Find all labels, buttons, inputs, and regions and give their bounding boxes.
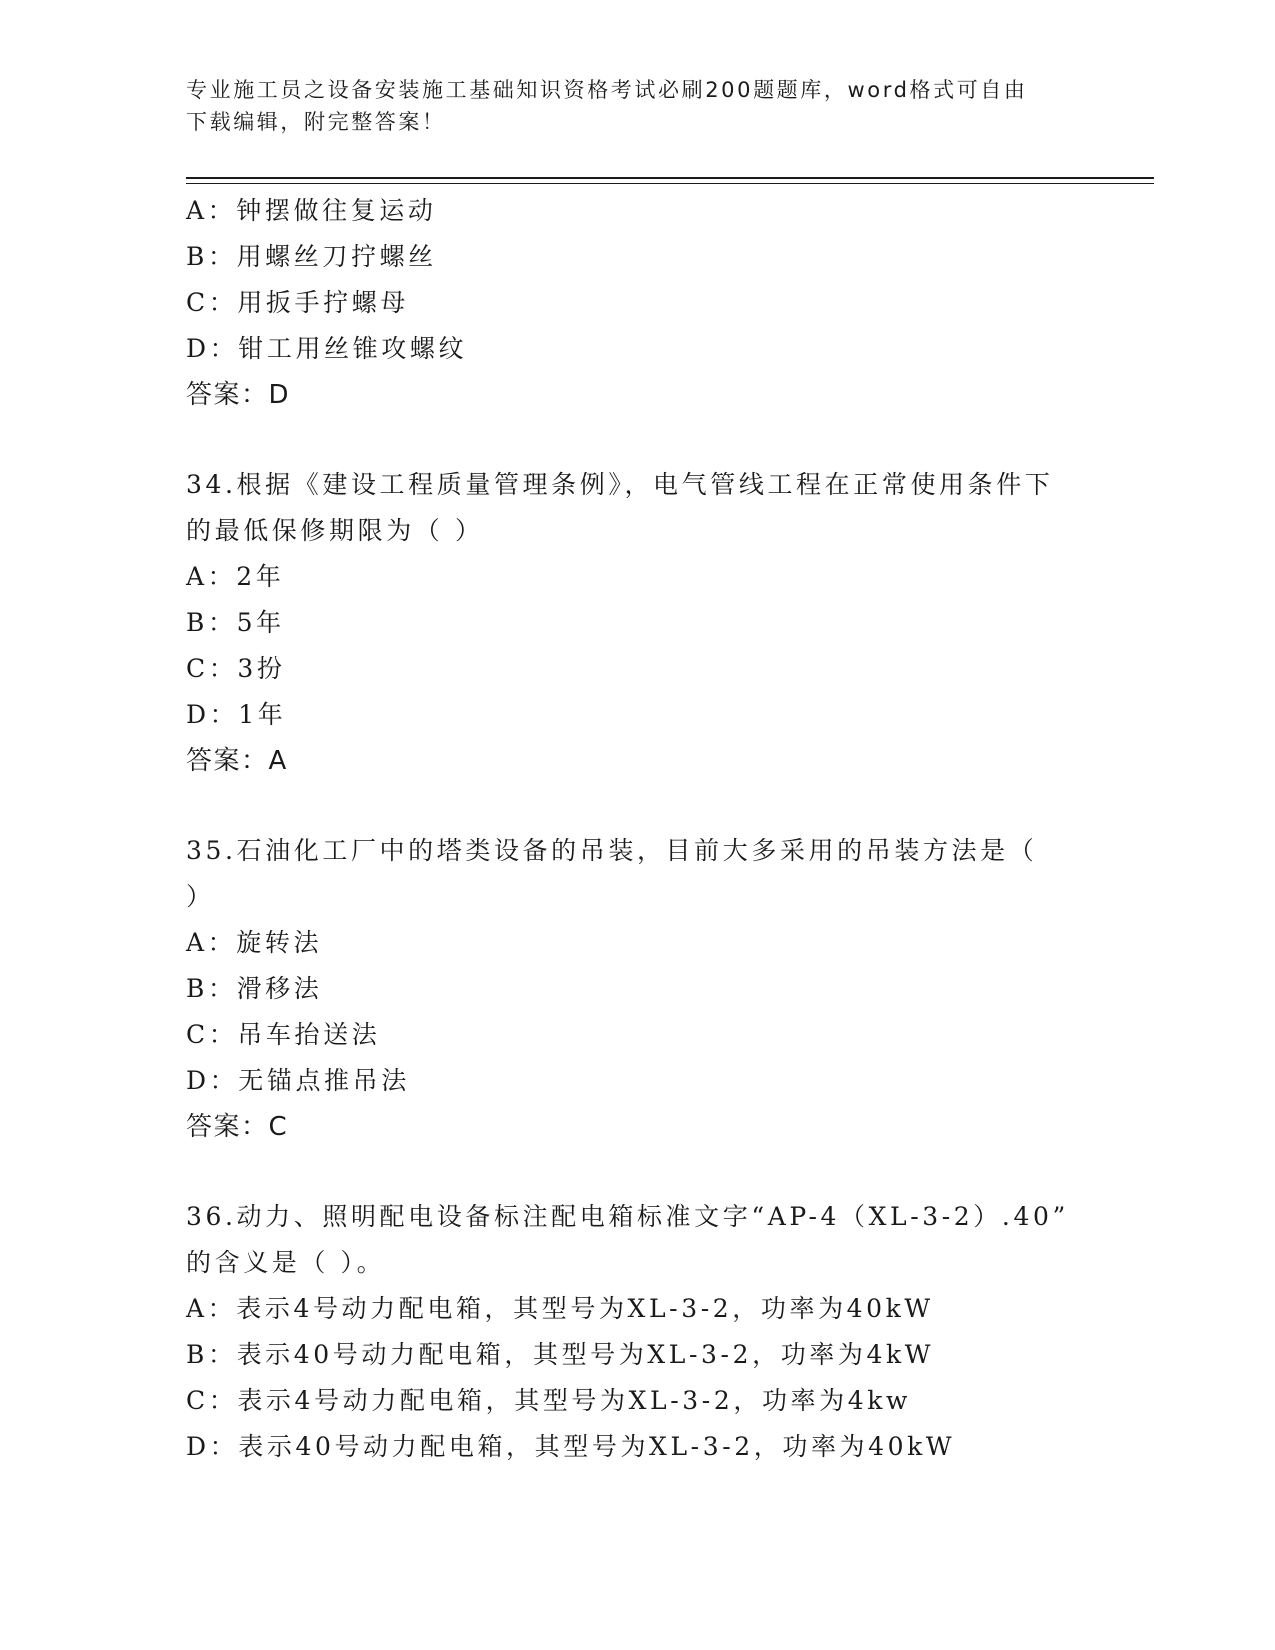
q36-option-a: A：表示4号动力配电箱，其型号为XL-3-2，功率为40kW [186,1294,934,1323]
q36-stem-line-2: 的含义是（ ）。 [186,1248,386,1277]
q35-stem-line-1: 35.石油化工厂中的塔类设备的吊装，目前大多采用的吊装方法是（ [186,836,1038,865]
q34-stem-line-1: 34.根据《建设工程质量管理条例》，电气管线工程在正常使用条件下 [186,470,1054,499]
question-spacer [186,1150,1126,1194]
q34-option-b: B：5年 [186,608,285,637]
question-35-block [186,828,1126,1150]
question-list [186,188,1126,1470]
question-34-block [186,462,1126,784]
q36-option-d: D：表示40号动力配电箱，其型号为XL-3-2，功率为40kW [186,1432,956,1461]
q33-option-a: A：钟摆做往复运动 [186,196,437,225]
header-title-line-2: 下载编辑，附完整答案！ [186,110,446,134]
q33-option-b: B：用螺丝刀拧螺丝 [186,242,437,271]
q33-option-d: D：钳工用丝锥攻螺纹 [186,334,468,363]
q35-option-d: D：无锚点推吊法 [186,1066,410,1095]
q35-stem-line-2: ） [186,882,215,911]
q36-stem-line-1: 36.动力、照明配电设备标注配电箱标准文字“AP-4（XL-3-2）.40” [186,1202,1069,1231]
document-header [186,74,1076,138]
q34-option-c: C：3扮 [186,654,286,683]
q34-answer: 答案：A [186,746,288,776]
q34-option-a: A：2年 [186,562,285,591]
q35-option-b: B：滑移法 [186,974,323,1003]
q34-option-d: D：1年 [186,700,287,729]
q33-answer: 答案：D [186,380,291,410]
question-36-block [186,1194,1126,1470]
header-divider-thin [186,183,1154,184]
question-spacer [186,418,1126,462]
q33-option-c: C：用扳手拧螺母 [186,288,409,317]
q35-option-a: A：旋转法 [186,928,323,957]
q35-option-c: C：吊车抬送法 [186,1020,381,1049]
q35-answer: 答案：C [186,1112,289,1142]
q36-option-c: C：表示4号动力配电箱，其型号为XL-3-2，功率为4kw [186,1386,911,1415]
question-33-block [186,188,1126,418]
header-title-line-1: 专业施工员之设备安装施工基础知识资格考试必刷200题题库，word格式可自由 [186,78,1028,102]
question-spacer [186,784,1126,828]
q36-option-b: B：表示40号动力配电箱，其型号为XL-3-2，功率为4kW [186,1340,935,1369]
q34-stem-line-2: 的最低保修期限为（ ） [186,516,484,545]
header-divider-thick [186,177,1154,179]
